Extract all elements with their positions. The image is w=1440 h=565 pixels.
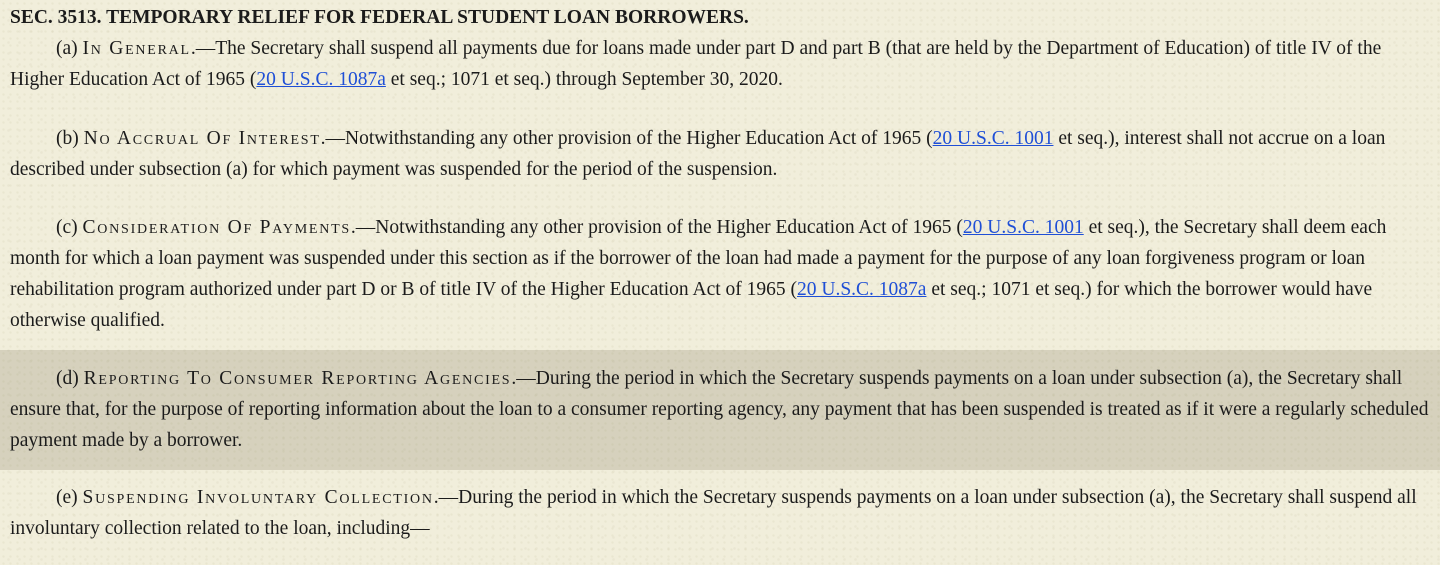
em-dash: .— [511, 368, 536, 389]
section-heading: SEC. 3513. TEMPORARY RELIEF FOR FEDERAL STUDENT LOAN BORROWERS. [10, 7, 749, 28]
usc-link-1001[interactable]: 20 U.S.C. 1001 [932, 128, 1054, 149]
subsection-title: Consideration Of Payments [82, 217, 351, 238]
subsection-text: et seq.; 1071 et seq.) for which the borrower would have otherwise qualified. [10, 279, 1373, 331]
em-dash: .— [433, 487, 459, 508]
subsection-text: During the period in which the Secretary suspends payments on a loan under subsection (a), the Secretary shall suspend all involuntary collection related to the loan, including— [10, 487, 1417, 539]
subsection-a [0, 33, 1440, 95]
subsection-text: The Secretary shall suspend all payments due for loans made under part D and part B (that are held by the Department of Education) of title IV of the Higher Education Act of 1965 ( [10, 38, 1382, 90]
subsection-text: et seq.; 1071 et seq.) through September 30, 2020. [385, 69, 783, 90]
subsection-text: Notwithstanding any other provision of the Higher Education Act of 1965 ( [345, 128, 933, 149]
subsection-title: In General [82, 38, 191, 59]
subsection-label: (a) [56, 38, 78, 59]
subsection-b [0, 123, 1440, 185]
subsection-c [0, 212, 1440, 336]
subsection-label: (b) [56, 128, 79, 149]
subsection-d-highlighted [0, 350, 1440, 470]
em-dash: .— [320, 128, 346, 149]
subsection-text: Notwithstanding any other provision of the Higher Education Act of 1965 ( [375, 217, 963, 238]
subsection-label: (c) [56, 217, 78, 238]
subsection-title: Suspending Involuntary Collection [82, 487, 434, 508]
subsection-e [0, 482, 1440, 544]
usc-link-1001[interactable]: 20 U.S.C. 1001 [962, 217, 1084, 238]
subsection-title: Reporting To Consumer Reporting Agencies [83, 368, 512, 389]
subsection-title: No Accrual Of Interest [83, 128, 321, 149]
usc-link-1087a[interactable]: 20 U.S.C. 1087a [256, 69, 386, 90]
subsection-text: et seq.), interest shall not accrue on a loan described under subsection (a) for which payment was suspended for the period of the suspension. [10, 128, 1386, 180]
em-dash: .— [350, 217, 376, 238]
subsection-text: During the period in which the Secretary suspends payments on a loan under subsection (a), the Secretary shall ensure that, for the purpose of reporting information about the loan to a consumer reporting agency, any payment that has been suspended is treated as if it were a regularly scheduled payment made by a borrower. [10, 368, 1429, 451]
usc-link-1087a[interactable]: 20 U.S.C. 1087a [797, 279, 927, 300]
subsection-label: (e) [56, 487, 78, 508]
subsection-label: (d) [56, 368, 79, 389]
em-dash: .— [190, 38, 216, 59]
subsection-text: et seq.), the Secretary shall deem each month for which a loan payment was suspended under this section as if the borrower of the loan had made a payment for the purpose of any loan forgiveness program or loan rehabilitation program authorized under part D or B of title IV of the Higher Education Act of 1965 ( [10, 217, 1387, 300]
